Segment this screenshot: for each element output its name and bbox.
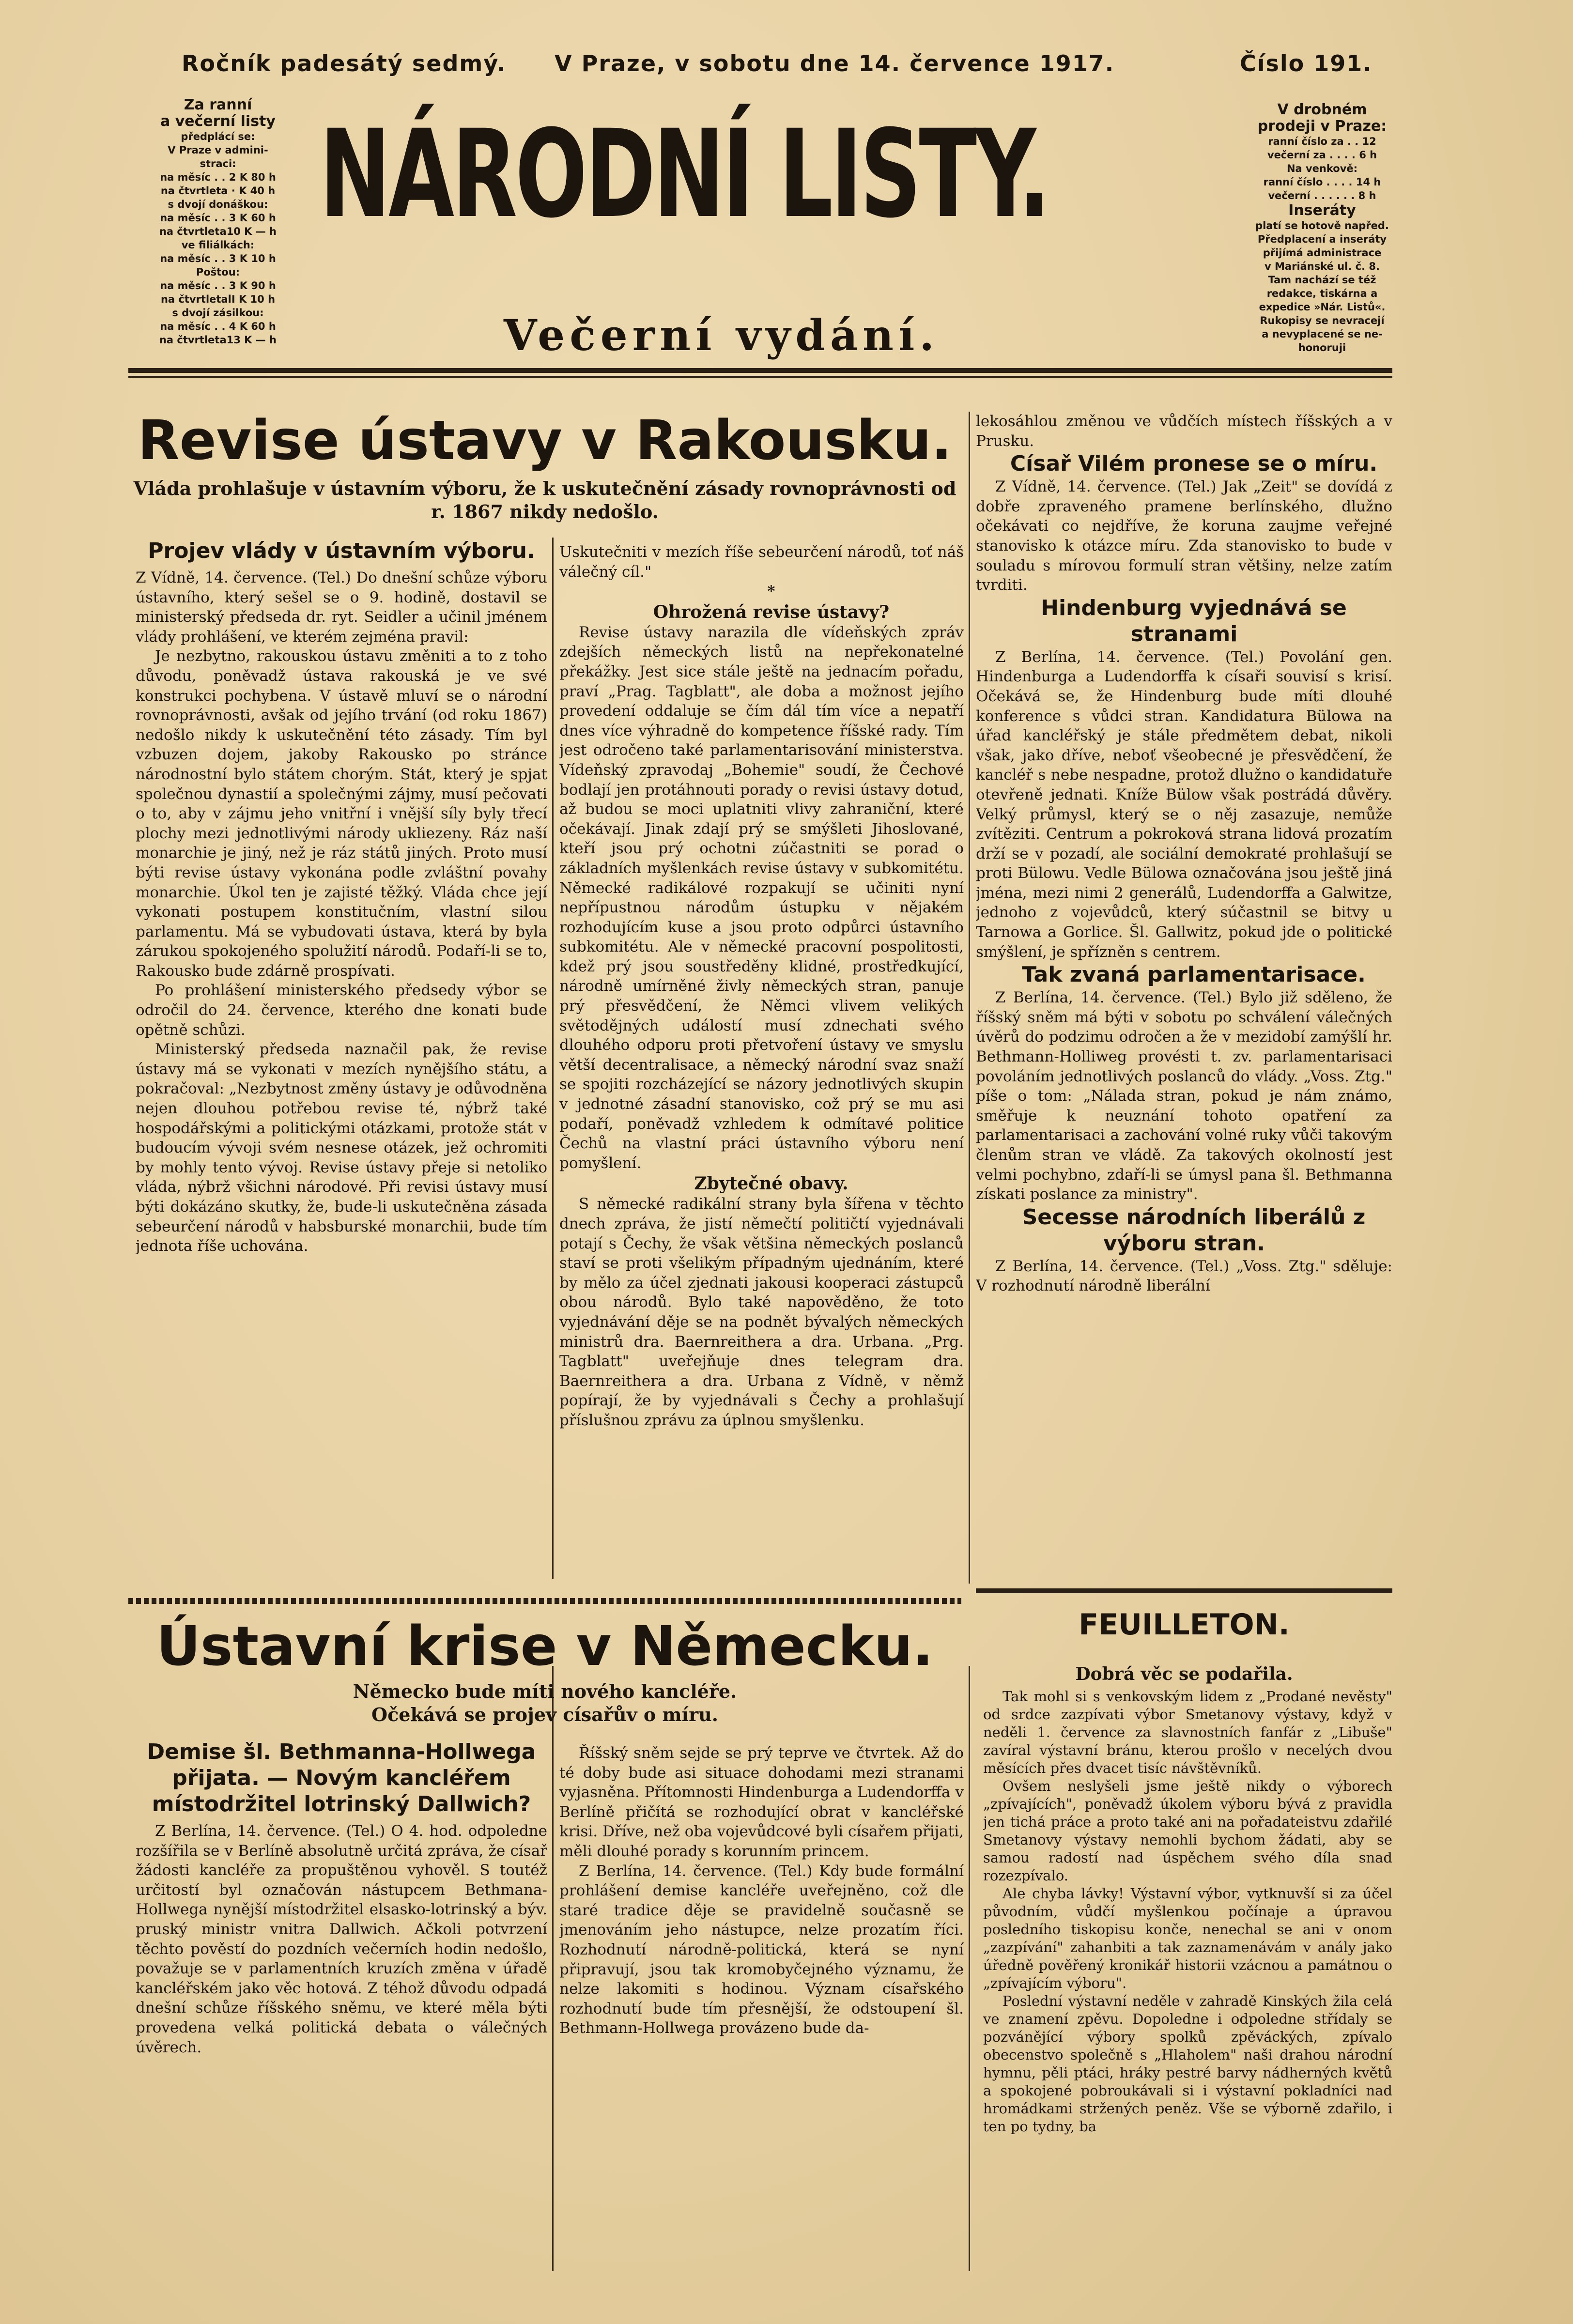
article1-deck: Vláda prohlašuje v ústavním výboru, že k uskutečnění zásady rovnoprávnosti od r. 1867 nikdy nedošlo. (133, 477, 956, 523)
feuilleton-text (983, 1688, 1392, 2274)
sales-line: a nevyplacené se ne- (1262, 328, 1383, 340)
sales-line: prodeji v Praze: (1257, 118, 1387, 135)
article1-subheading: Projev vlády v ústavním výboru. (148, 539, 535, 563)
subscription-line: a večerní listy (160, 113, 276, 130)
article2-deck-2: Očekává se projev císařův o míru. (371, 1704, 718, 1725)
paragraph: Je nezbytno, rakouskou ústavu změniti a to z toho důvodu, poněvadž ústava rakouská je ve své konstrukci pochybena. V ústavě mluví se o národní rovnoprávnosti, avšak od jejího trvání (od roku 1867) nedošlo nikdy k uskutečnění této zásady. Tím byl vzbuzen dojem, jakoby Rakousko po stránce národnostní bylo státem chorým. Stát, který je spjat společnou dynastií a společnými zájmy, musí pečovati o to, aby v zájmu jeho vnitřní i vnější síly byly třecí plochy mezi jednotlivými národy ukliezeny. Ráz naší monarchie je jiný, než je ráz států jiných. Proto musí býti revise ústavy vykonána podle zvláštní povahy monarchie. Úkol ten je zajisté těžký. Vláda chce její vykonati postupem konstitučním, vlastní silou parlamentu. Má se vybudovati ústava, která by byla zárukou spokojeného spolužití národů. Podaří-li se to, Rakousko bude zdárně prospívati. (136, 647, 547, 980)
sales-line: platí se hotově napřed. (1255, 220, 1389, 231)
subscription-line: Poštou: (196, 266, 240, 278)
subscription-line: na čtvrtleta10 K — h (159, 226, 277, 237)
subscription-line: V Praze v admini- (168, 144, 268, 156)
paragraph: Z Berlína, 14. července. (Tel.) Bylo již sděleno, že říšský sněm má býti v sobotu po schválení válečných úvěrů do podzimu odročen a že v mezidobí zamýšlí hr. Bethmann-Holliweg provésti t. zv. parlamentarisaci povoláním jednotlivých poslanců do vlády. „Voss. Ztg." píše o tom: „Nálada stran, pokud je nám známo, směřuje k neuznání tohoto opatření za parlamentarisaci a zachování volné ruky vůči takovým členům stran ve vládě. Za takových okolností jest velmi pochybno, zdaří-li se úmysl pana šl. Bethmanna získati poslance za ministry". (976, 989, 1392, 1203)
paragraph: Z Berlína, 14. července. (Tel.) „Voss. Ztg." sděluje: V rozhodnutí národně liberální (976, 1257, 1392, 1295)
sales-line: expedice »Nár. Listů«. (1259, 301, 1386, 313)
article1-column-2 (559, 542, 964, 1584)
newspaper-title: NÁRODNÍ LISTY. (320, 104, 1049, 245)
paragraph: Revise ústavy narazila dle vídeňských zpráv zdejších německých listů na nepřekonatelné překážky. Jest sice stále ještě na jednacím pořadu, praví „Prag. Tagblatt", ale doba a možnost jejího provedení oddaluje se čím dál tím více a nepatří dnes více výhradně do kompetence říšské rady. Tím jest odročeno také parlamentarisování ministerstva. Vídeňský zpravodaj „Bohemie" soudí, že Čechové bodlají jen protáhnouti porady o revisi ústavy dotud, až budou se moci uplatniti vlivy zahraniční, které očekávají. Jinak zdají prý se smýšleti Jihoslované, kteří jsou prý ochotni zúčastniti se porad o základních myšlenkách revise ústavy v subkomitétu. Německé radikálové rozpakují se učiniti nyní nepřípustnou národům ústupku v nějakém rozhodujícím kuse a jsou proto odpůrci ústavního subkomitétu. Ale v německé pracovní pospolitosti, kdež prý jsou soustředěny klidné, prostředkující, národně umírněné živly německých stran, panuje prý přesvědčení, že Němci vlivem velikých světodějných událostí musí zdnechati svého dlouhého odporu proti přetvoření ústavy ve smyslu větší decentralisace, a německý národní svaz snaží se spojiti rozcházející se názory jednotlivých skupin v jednotné zásadní stanovisko, což prý se mu asi podaří, poněvadž vzhledem k odmítavé politice Čechů na vlastní práci ústavního výboru není pomyšlení. (559, 623, 964, 1172)
sales-line: honoruji (1298, 342, 1346, 354)
section-heading: Ohrožená revise ústavy? (653, 601, 890, 622)
article1-column-1 (136, 535, 547, 1581)
section-heading: Císař Vilém pronese se o míru. (1010, 451, 1378, 477)
subscription-line: na měsíc . . 3 K 10 h (160, 253, 276, 264)
paragraph: Uskutečniti v mezích říše sebeurčení národů, toť náš válečný cíl." (559, 543, 964, 581)
sales-line: večerní za . . . . 6 h (1267, 149, 1377, 161)
paragraph: Tak mohl si s venkovským lidem z „Prodané nevěsty" od srdce zazpívati výbor Smetanovy výstavy, když v neděli 1. července za slavnostních fanfár z „Libuše" zavíral výstavní bránu, kterou prošlo v necelých dvou měsících přes dvacet tisíc návštěvníků. (983, 1688, 1392, 1776)
volume-line: Ročník padesátý sedmý. (182, 50, 507, 77)
subscription-line: na čtvrtletalI K 10 h (160, 293, 276, 305)
paragraph: * (767, 583, 775, 600)
paragraph: S německé radikální strany byla šířena v těchto dnech zpráva, že jistí němečtí političtí vyjednávali potají s Čechy, že však většina německých poslanců staví se proti všelikým případným ujednáním, které by mělo za účel zjednati jakousi kooperaci zástupců obou národů. Bylo také napověděno, že toto vyjednávání děje se na podnět bývalých německých ministrů dra. Baernreithera a dra. Urbana. „Prg. Tagblatt" uveřejňuje dnes telegram dra. Baernreithera a dra. Urbana z Vídně, v němž popírají, že by vyjednávali s Čechy a prohlašují příslušnou zprávu za úplnou smyšlenku. (559, 1195, 964, 1429)
sales-line: V drobném (1277, 101, 1367, 118)
sales-line: Předplacení a inseráty (1257, 233, 1387, 245)
dateline: V Praze, v sobotu dne 14. července 1917. (555, 50, 1115, 77)
section-separator (128, 1598, 961, 1604)
paragraph: Z Vídně, 14. července. (Tel.) Do dnešní schůze výboru ústavního, který sešel se o 9. hodině, dostavil se ministerský předseda dr. ryt. Seidler a učinil jménem vlády prohlášení, ve kterém zejména pravil: (136, 569, 547, 646)
issue-number: Číslo 191. (1240, 50, 1373, 77)
paragraph: Z Vídně, 14. července. (Tel.) Jak „Zeit" se dovídá z dobře zpraveného pramene berlínského, dlužno očekávati co nejdříve, že koruna zaujme veřejné stanovisko k otázce míru. Zda stanovisko to bude v souladu s mírovou formulí stran většiny, nelze zatím tvrditi. (976, 478, 1392, 594)
subscription-line: straci: (200, 158, 236, 169)
subscription-line: s dvojí zásilkou: (172, 307, 264, 319)
section-heading: Secesse národních liberálů z výboru stran. (1022, 1204, 1366, 1256)
edition-label: Večerní vydání. (504, 310, 940, 360)
paragraph: Z Berlína, 14. července. (Tel.) O 4. hod. odpoledne rozšířila se v Berlíně absolutně určitá zpráva, že císař žádosti kancléře za propuštěnou vyhověl. S toutéž určitostí byl označován nástupcem Bethmana-Hollwega nynější místodržitel elsasko-lotrinský a býv. pruský ministr vnitra Dallwich. Ačkoli potvrzení těchto pověstí do pozdních večerních hodin nedošlo, považuje se v parlamentních kruzích změna v úřadě kancléřském jako věc hotová. Z téhož důvodu odpadá dnešní schůze říšského sněmu, ve které měla býti provedena velká politická debata o válečných úvěrech. (136, 1822, 547, 2056)
article1-headline: Revise ústavy v Rakousku. (138, 409, 952, 472)
sales-line: Na venkově: (1286, 163, 1358, 174)
column-divider (552, 1666, 554, 2271)
masthead-rule (128, 368, 1392, 373)
paragraph: Ministerský předseda naznačil pak, že revise ústavy má se vykonati v mezích nynějšího státu, a pokračoval: „Nezbytnost změny ústavy je odůvodněna nejen dlouhou potřebou revise té, nýbrž také hospodářskými a politickými otázkami, protože stát v budoucím vývoji svém nesnese otázek, jež ochromiti by mohly tento vývoj. Revise ústavy přeje si netoliko vláda, nýbrž všichni národové. Při revisi ústavy musí býti dokázáno skutky, že, bude-li uskutečněna zásada sebeurčení národů v habsburské monarchii, bude tím jednota říše uchována. (136, 1041, 547, 1255)
paragraph: Z Berlína, 14. července. (Tel.) Kdy bude formální prohlášení demise kancléře uveřejněno, což dle staré tradice děje se pravidelně současně se jmenováním jeho nástupce, nelze prozatím říci. Rozhodnutí národně-politická, která se nyní připravují, jsou tak kromobyčejného významu, že nelze lakomiti s hodinou. Význam císařského rozhodnutí bude tím přesnější, že odstoupení šl. Bethmann-Hollwega provázeno bude da- (559, 1862, 964, 2037)
subscription-line: na měsíc . . 2 K 80 h (160, 171, 276, 183)
paragraph: Z Berlína, 14. července. (Tel.) Povolání gen. Hindenburga a Ludendorffa k císaři souvisí s krisí. Očekává se, že Hindenburg bude míti dlouhé konference s vůdci stran. Kandidatura Bülowa na úřad kancléřský je stále předmětem debat, nikoli však, jako dříve, neboť všeobecné je přesvědčení, že kancléř s nebe nespadne, protož dlužno o kandidatuře otevřeně jednati. Kníže Bülow však postrádá důvěry. Velký průmysl, který se o něj zasazuje, nemůže zvítěziti. Centrum a pokroková strana lidová prozatím drží se v pozadí, ale sociální demokraté prohlašují se proti Bülowu. Vedle Bülowa označována jsou ještě jiná jména, mezi nimi 2 generálů, Ludendorffa a Galwitze, jednoho z vojevůdců, který súčastnil se bitvy u Tarnowa a Gorlice. Šl. Gallwitz, pokud jde o politické smýšlení, je spřízněn s centrem. (976, 648, 1392, 961)
article2-column-1 (136, 1736, 547, 2278)
column-divider (552, 538, 554, 1579)
subscription-box (128, 97, 308, 347)
masthead-rule-thin (128, 376, 1392, 378)
subscription-line: předplácí se: (181, 131, 255, 142)
paragraph: Po prohlášení ministerského předsedy výbor se odročil do 24. července, kterého dne konati bude opětně schůzi. (136, 982, 547, 1039)
sales-line: Rukopisy se nevracejí (1260, 315, 1385, 326)
subscription-line: na čtvrtleta13 K — h (159, 334, 277, 346)
sales-line: Inseráty (1288, 202, 1356, 219)
sales-line: Tam nachází se též (1268, 274, 1376, 286)
subscription-line: na čtvrtleta · K 40 h (160, 185, 276, 197)
paragraph: Ale chyba lávky! Výstavní výbor, vytknuvší si za účel původním, vůdčí myšlenkou počínaje a úpravou posledního tiskopisu konče, nenechal se ani v onom „zazpívání" zahanbiti a tak zaznamenávám v anály jako úředně pověřený kronikář historii vzácnou a památnou o „zpívajícím výboru". (983, 1885, 1392, 1991)
section-heading: Zbytečné obavy. (694, 1173, 848, 1194)
sales-line: redakce, tiskárna a (1266, 288, 1378, 299)
sales-box (1249, 102, 1395, 354)
subscription-line: s dvojí donáškou: (168, 199, 268, 210)
paragraph: Ovšem neslyšeli jsme ještě nikdy o výborech „zpívajících", poněvadž úkolem výboru bývá z pravidla jen tichá práce a proto také ani na pořadateistvu zdařilé Smetanovy výstavy nemohli bychom žádati, aby se samou radostí nad úspěchem svého díla snad rozezpívalo. (983, 1778, 1392, 1884)
subscription-line: na měsíc . . 3 K 60 h (160, 212, 276, 224)
sales-line: přijímá administrace (1263, 247, 1382, 259)
section-heading: Tak zvaná parlamentarisace. (1022, 962, 1366, 987)
column-3 (976, 412, 1392, 1584)
sales-line: v Mariánské ul. č. 8. (1265, 261, 1380, 272)
paragraph: Poslední výstavní neděle v zahradě Kinských žila celá ve znamení zpěvu. Dopoledne i odpoledne střídaly se pozvánějící výbory spolků zpěváckých, zpívalo obecenstvo společně s „Hlaholem" naši drahou národní hymnu, pěli ptáci, hráky pestré barvy nádherných květů a spokojené pobroukávali si i výstavní pokladníci nad hromádkami stržených peněz. Vše se výborně zdařilo, i ten po tydny, ba (983, 1993, 1392, 2135)
feuilleton-title: Dobrá věc se podařila. (1075, 1664, 1293, 1684)
sales-line: večerní . . . . . . 8 h (1268, 190, 1376, 201)
paragraph: Říšský sněm sejde se prý teprve ve čtvrtek. Až do té doby bude asi situace dohodami mezi stranami vyjasněna. Přítomnosti Hindenburga a Ludendorffa v Berlíně přičítá se rozhodující obrat v kancléřské krisi. Dříve, než oba vojevůdcové byli císařem přijati, měli dlouhé porady s korunním princem. (559, 1744, 964, 1860)
article2-column-2 (559, 1743, 964, 2276)
section-heading: Hindenburg vyjednává se stranami (1041, 595, 1347, 646)
article2-headline: Ústavní krise v Německu. (156, 1615, 934, 1678)
subscription-line: na měsíc . . 3 K 90 h (160, 280, 276, 292)
sales-line: ranní číslo za . . 12 (1268, 136, 1376, 147)
sales-line: ranní číslo . . . . 14 h (1263, 176, 1381, 188)
paragraph: lekosáhlou změnou ve vůdčích místech říšských a v Prusku. (976, 413, 1392, 450)
column-divider (969, 1666, 970, 2271)
feuilleton-rule (976, 1588, 1392, 1593)
article2-deck-1: Německo bude míti nového kancléře. (353, 1680, 737, 1702)
feuilleton-heading: FEUILLETON. (1079, 1608, 1290, 1642)
article2-subheading: Demise šl. Bethmanna-Hollwega přijata. — Novým kancléřem místodržitel lotrinský Dallwich? (147, 1739, 536, 1816)
subscription-line: na měsíc . . 4 K 60 h (160, 321, 276, 332)
subscription-line: Za ranní (184, 96, 252, 113)
column-divider (969, 412, 970, 1584)
subscription-line: ve filiálkách: (181, 239, 255, 251)
